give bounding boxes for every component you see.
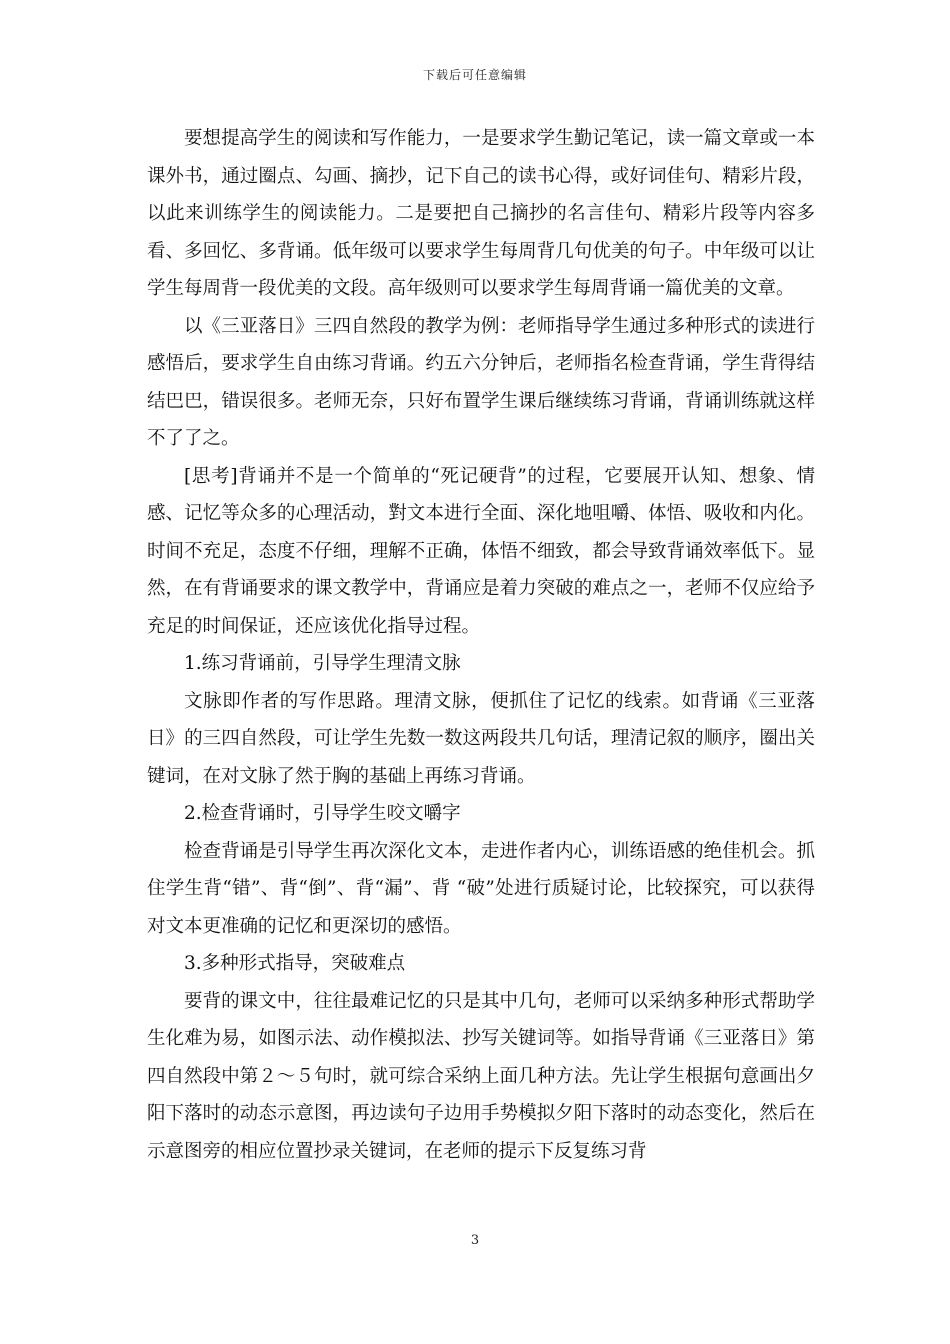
page-number: 3 (470, 1233, 480, 1248)
paragraph-reading-writing: 要想提高学生的阅读和写作能力，一是要求学生勤记笔记，读一篇文章或一本课外书，通过圈点、勾画、摘抄，记下自己的读书心得，或好词佳句、精彩片段，以此来训练学生的阅读能力。二是要把自己摘抄的名言佳句、精彩片段等内容多看、多回忆、多背诵。低年级可以要求学生每周背几句优美的句子。中年级可以让学生每周背一段优美的文段。高年级则可以要求学生每周背诵一篇优美的文章。 (147, 128, 815, 299)
paragraph-section-2: 检查背诵是引导学生再次深化文本，走进作者内心，训练语感的绝佳机会。抓住学生背“错”、背“倒”、背“漏”、背 “破”处进行质疑讨论，比较探究，可以获得对文本更准确的记忆和更深切的感悟。 (147, 840, 815, 937)
section-heading-2: 2.检查背诵时，引导学生咬文嚼字 (184, 803, 461, 824)
section-heading-3: 3.多种形式指导，突破难点 (184, 953, 406, 974)
paragraph-section-1: 文脉即作者的写作思路。理清文脉，便抓住了记忆的线索。如背诵《三亚落日》的三四自然段，可让学生先数一数这两段共几句话，理清记叙的顺序，圈出关键词，在对文脉了然于胸的基础上再练习背诵。 (147, 690, 815, 787)
paragraph-reflection: [思考]背诵并不是一个简单的“死记硬背”的过程，它要展开认知、想象、情感、记忆等众多的心理活动，對文本进行全面、深化地咀嚼、体悟、吸收和内化。时间不充足，态度不仔细，理解不正确，体悟不细致，都会导致背诵效率低下。显然，在有背诵要求的课文教学中，背诵应是着力突破的难点之一，老师不仅应给予充足的时间保证，还应该优化指导过程。 (147, 465, 815, 637)
page-header: 下载后可任意编辑 (422, 68, 527, 82)
document-body (147, 120, 815, 1170)
paragraph-section-3: 要背的课文中，往往最难记忆的只是其中几句，老师可以采纳多种形式帮助学生化难为易，如图示法、动作模拟法、抄写关键词等。如指导背诵《三亚落日》第四自然段中第２～５句时，就可综合采纳上面几种方法。先让学生根据句意画出夕阳下落时的动态示意图，再边读句子边用手势模拟夕阳下落时的动态变化，然后在示意图旁的相应位置抄录关键词，在老师的提示下反复练习背 (147, 990, 815, 1162)
section-heading-1: 1.练习背诵前，引导学生理清文脉 (184, 653, 461, 674)
paragraph-example: 以《三亚落日》三四自然段的教学为例：老师指导学生通过多种形式的读进行感悟后，要求学生自由练习背诵。约五六分钟后，老师指名检查背诵，学生背得结结巴巴，错误很多。老师无奈，只好布置学生课后继续练习背诵，背诵训练就这样不了了之。 (147, 315, 815, 449)
